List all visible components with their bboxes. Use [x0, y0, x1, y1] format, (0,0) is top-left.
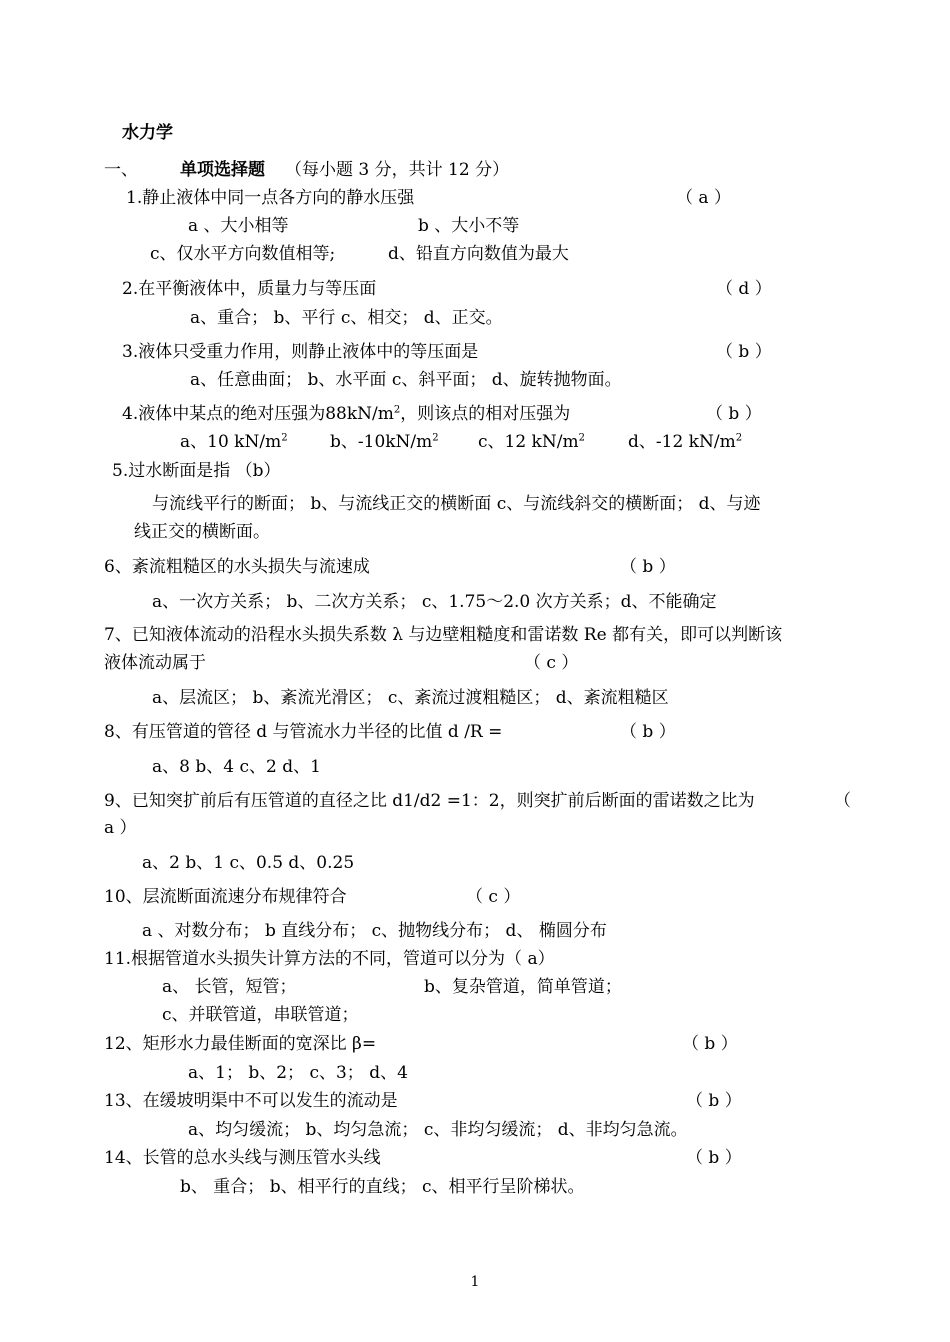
q10-answer: （ c ） [466, 887, 521, 907]
q12-answer: （ b ） [682, 1034, 738, 1054]
q13-options: a、均匀缓流； b、均匀急流； c、非均匀缓流； d、非均匀急流。 [188, 1120, 688, 1140]
q11-stem: 11.根据管道水头损失计算方法的不同，管道可以分为（ a） [104, 949, 555, 969]
q3-options: a、任意曲面； b、水平面 c、斜平面； d、旋转抛物面。 [190, 370, 622, 390]
q7-stem-line1: 7、已知液体流动的沿程水头损失系数 λ 与边壁粗糙度和雷诺数 Re 都有关，即可以判断该 [104, 625, 783, 645]
q1-option-c: c、仅水平方向数值相等; [150, 244, 336, 264]
q14-answer: （ b ） [686, 1148, 742, 1168]
q6-options: a、一次方关系； b、二次方关系； c、1.75～2.0 次方关系；d、不能确定 [152, 592, 717, 612]
q4-option-a: a、10 $kN/m^2$ [180, 432, 288, 452]
q13-stem: 13、在缓坡明渠中不可以发生的流动是 [104, 1091, 398, 1111]
q4-option-d: d、-12 $kN/m^2$ [628, 432, 743, 452]
q12-options: a、1； b、2； c、3； d、4 [188, 1063, 408, 1083]
q3-answer: （ b ） [716, 342, 772, 362]
q12-stem: 12、矩形水力最佳断面的宽深比 β= [104, 1034, 377, 1054]
q5-stem: 5.过水断面是指 （b） [112, 461, 281, 481]
q1-option-a: a 、大小相等 [188, 216, 289, 236]
q6-answer: （ b ） [620, 557, 676, 577]
q9-stem-line1: 9、已知突扩前后有压管道的直径之比 d1/d2 =1：2，则突扩前后断面的雷诺数之比为 [104, 791, 755, 811]
q14-options: b、 重合； b、相平行的直线； c、相平行呈阶梯状。 [180, 1177, 585, 1197]
q9-answer: a ） [104, 818, 137, 838]
q14-stem: 14、长管的总水头线与测压管水头线 [104, 1148, 381, 1168]
q1-option-b: b 、大小不等 [418, 216, 520, 236]
q10-options: a 、对数分布； b 直线分布； c、抛物线分布； d、 椭圆分布 [142, 921, 607, 941]
q5-options-line2: 线正交的横断面。 [134, 522, 270, 542]
q3-stem: 3.液体只受重力作用，则静止液体中的等压面是 [122, 342, 479, 362]
q2-stem: 2.在平衡液体中，质量力与等压面 [122, 279, 377, 299]
page-number: 1 [470, 1274, 480, 1290]
q8-stem: 8、有压管道的管径 d 与管流水力半径的比值 d /R = [104, 722, 503, 742]
q9-options: a、2 b、1 c、0.5 d、0.25 [142, 853, 355, 873]
section-number: 一、 [104, 160, 138, 180]
q1-option-d: d、铅直方向数值为最大 [388, 244, 569, 264]
q7-answer: （ c ） [524, 653, 579, 673]
q11-option-a: a、 长管，短管； [162, 977, 297, 997]
q13-answer: （ b ） [686, 1091, 742, 1111]
q5-options-line1: 与流线平行的断面； b、与流线正交的横断面 c、与流线斜交的横断面； d、与迹 [152, 494, 761, 514]
q1-answer: （ a ） [676, 188, 731, 208]
q8-options: a、8 b、4 c、2 d、1 [152, 757, 321, 777]
q7-stem-line2: 液体流动属于 [104, 653, 206, 673]
q9-answer-open: （ [834, 791, 851, 811]
q1-stem: 1.静止液体中同一点各方向的静水压强 [126, 188, 415, 208]
doc-title: 水力学 [122, 123, 173, 143]
q10-stem: 10、层流断面流速分布规律符合 [104, 887, 347, 907]
q4-stem: 4.液体中某点的绝对压强为$88kN/m^2$，则该点的相对压强为 [122, 404, 571, 424]
q7-options: a、层流区； b、紊流光滑区； c、紊流过渡粗糙区； d、紊流粗糙区 [152, 688, 669, 708]
section-note: （每小题 3 分，共计 12 分） [285, 160, 510, 180]
q11-option-c: c、并联管道，串联管道； [162, 1005, 359, 1025]
q4-answer: （ b ） [706, 404, 762, 424]
q4-option-b: b、$-10kN/m^2$ [330, 432, 439, 452]
q6-stem: 6、紊流粗糙区的水头损失与流速成 [104, 557, 370, 577]
q11-option-b: b、复杂管道，简单管道； [424, 977, 622, 997]
section-name: 单项选择题 [180, 160, 265, 180]
q2-answer: （ d ） [716, 279, 772, 299]
q8-answer: （ b ） [620, 722, 676, 742]
q4-option-c: c、12 $kN/m^2$ [478, 432, 585, 452]
q2-options: a、重合； b、平行 c、相交； d、正交。 [190, 308, 503, 328]
